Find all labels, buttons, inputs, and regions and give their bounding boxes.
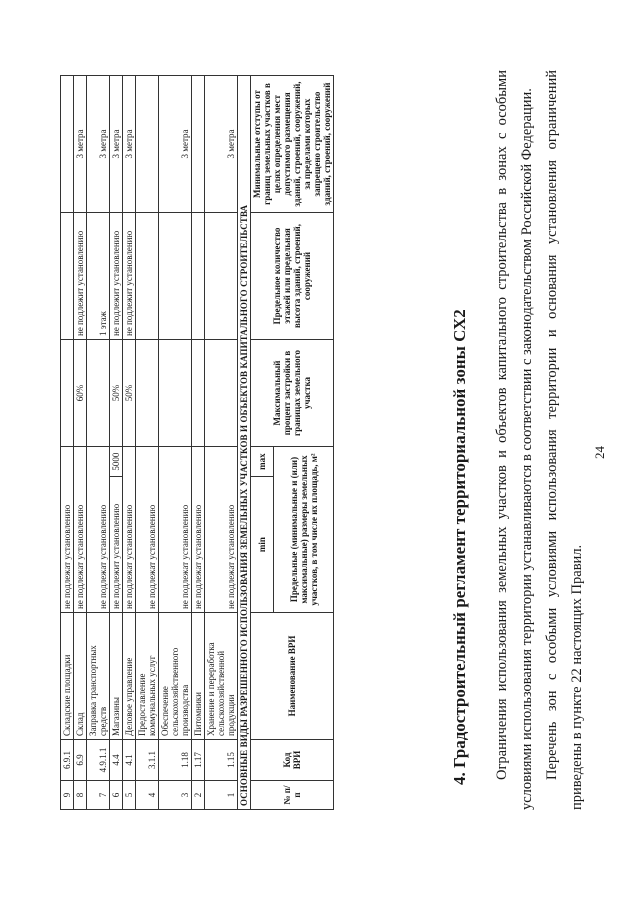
cell-code: 1.15 bbox=[205, 740, 238, 781]
cell-floors: не подлежит установлению bbox=[123, 213, 136, 340]
header-code: Код ВРИ bbox=[251, 740, 334, 781]
cell-num: 8 bbox=[74, 781, 87, 810]
cell-size: не подлежат установлению bbox=[192, 447, 205, 613]
cell-name: Магазины bbox=[110, 613, 123, 740]
cell-percent bbox=[87, 340, 110, 447]
cell-code: 6.9 bbox=[74, 740, 87, 781]
table-row bbox=[205, 76, 238, 810]
header-setback: Минимальные отступы от границ земельных участков в целях определения мест допустимого размещения зданий, строений, сооружений, за пределами которых запрещено строительство зданий, строений, сооружений bbox=[251, 76, 334, 213]
table-row bbox=[123, 76, 136, 810]
cell-name: Складские площадки bbox=[61, 613, 74, 740]
cell-floors bbox=[205, 213, 238, 340]
group-main-label: ОСНОВНЫЕ ВИДЫ РАЗРЕШЕННОГО ИСПОЛЬЗОВАНИЯ ЗЕМЕЛЬНЫХ УЧАСТКОВ И ОБЪЕКТОВ КАПИТАЛЬНОГО СТРОИТЕЛЬСТВА bbox=[238, 76, 251, 810]
cell-floors: не подлежит установлению bbox=[110, 213, 123, 340]
cell-percent: 50% bbox=[110, 340, 123, 447]
table-row bbox=[159, 76, 192, 810]
cell-floors: 1 этаж bbox=[87, 213, 110, 340]
page-number: 24 bbox=[592, 446, 607, 459]
cell-max: 5000 bbox=[110, 447, 123, 477]
table-row bbox=[136, 76, 159, 810]
cell-percent bbox=[136, 340, 159, 447]
cell-percent: 50% bbox=[123, 340, 136, 447]
cell-floors bbox=[61, 213, 74, 340]
cell-setback bbox=[192, 76, 205, 213]
cell-code: 4.9.1.1 bbox=[87, 740, 110, 781]
cell-num: 3 bbox=[159, 781, 192, 810]
cell-setback: 3 метра bbox=[87, 76, 110, 213]
group-row-main bbox=[238, 76, 251, 810]
cell-min: не подлежит установлению bbox=[110, 477, 123, 613]
cell-setback: 3 метра bbox=[123, 76, 136, 213]
cell-setback: 3 метра bbox=[159, 76, 192, 213]
cell-setback: 3 метра bbox=[74, 76, 87, 213]
cell-code: 4.1 bbox=[123, 740, 136, 781]
table-row bbox=[74, 76, 87, 810]
cell-code: 3.1.1 bbox=[136, 740, 159, 781]
cell-size: не подлежат установлению bbox=[205, 447, 238, 613]
cell-num: 1 bbox=[205, 781, 238, 810]
cell-num: 2 bbox=[192, 781, 205, 810]
cell-num: 4 bbox=[136, 781, 159, 810]
header-num: № п/п bbox=[251, 781, 334, 810]
table-row bbox=[192, 76, 205, 810]
cell-percent bbox=[159, 340, 192, 447]
header-name: Наименование ВРИ bbox=[251, 613, 334, 740]
cell-percent: 60% bbox=[74, 340, 87, 447]
cell-num: 9 bbox=[61, 781, 74, 810]
cell-num: 5 bbox=[123, 781, 136, 810]
header-floors: Предельное количество этажей или предельная высота зданий, строений, сооружений bbox=[251, 213, 334, 340]
cell-setback bbox=[61, 76, 74, 213]
cell-floors bbox=[136, 213, 159, 340]
cell-code: 1.18 bbox=[159, 740, 192, 781]
header-size: Предельные (минимальные и (или) максимальные) размеры земельных участков, в том числе их площадь, м² bbox=[274, 447, 334, 613]
intro-paragraph-2: Перечень зон с особыми условиями использования территории и основания установления ограничений приведены в пункте 22 настоящих Правил. bbox=[544, 70, 585, 810]
intro-text bbox=[490, 70, 590, 810]
cell-name: Обеспечение сельскохозяйственного производства bbox=[159, 613, 192, 740]
cell-floors bbox=[192, 213, 205, 340]
cell-size: не подлежат установлению bbox=[123, 447, 136, 613]
cell-size: не подлежат установлению bbox=[87, 447, 110, 613]
cell-code: 4.4 bbox=[110, 740, 123, 781]
cell-floors: не подлежит установлению bbox=[74, 213, 87, 340]
table-row bbox=[61, 76, 74, 810]
cell-code: 6.9.1 bbox=[61, 740, 74, 781]
cell-percent bbox=[61, 340, 74, 447]
cell-size: не подлежат установлению bbox=[61, 447, 74, 613]
intro-paragraph-1: Ограничения использования земельных участков и объектов капитального строительства в зонах с особыми условиями использования территории устанавливаются в соответствии с законодательством Российской Федерации. bbox=[494, 70, 535, 810]
header-percent: Максимальный процент застройки в границах земельного участка bbox=[251, 340, 334, 447]
cell-size: не подлежат установлению bbox=[136, 447, 159, 613]
table-header-row bbox=[274, 76, 334, 810]
cell-name: Питомники bbox=[192, 613, 205, 740]
cell-code: 1.17 bbox=[192, 740, 205, 781]
cell-name: Склад bbox=[74, 613, 87, 740]
cell-setback: 3 метра bbox=[205, 76, 238, 213]
table-row bbox=[87, 76, 110, 810]
cell-setback: 3 метра bbox=[110, 76, 123, 213]
cell-floors bbox=[159, 213, 192, 340]
cell-num: 7 bbox=[87, 781, 110, 810]
regulation-table bbox=[60, 75, 334, 810]
cell-name: Заправка транспортных средств bbox=[87, 613, 110, 740]
cell-percent bbox=[205, 340, 238, 447]
cell-name: Хранение и переработка сельскохозяйственной продукции bbox=[205, 613, 238, 740]
cell-size: не подлежат установлению bbox=[74, 447, 87, 613]
cell-name: Предоставление коммунальных услуг bbox=[136, 613, 159, 740]
cell-percent bbox=[192, 340, 205, 447]
regulation-table-body bbox=[61, 76, 334, 810]
cell-name: Деловое управление bbox=[123, 613, 136, 740]
cell-setback bbox=[136, 76, 159, 213]
cell-size: не подлежат установлению bbox=[159, 447, 192, 613]
cell-num: 6 bbox=[110, 781, 123, 810]
header-min: min bbox=[251, 477, 274, 613]
header-max: max bbox=[251, 447, 274, 477]
section-title: 4. Градостроительный регламент территориальной зоны СХ2 bbox=[450, 309, 469, 785]
table-row bbox=[110, 76, 123, 810]
